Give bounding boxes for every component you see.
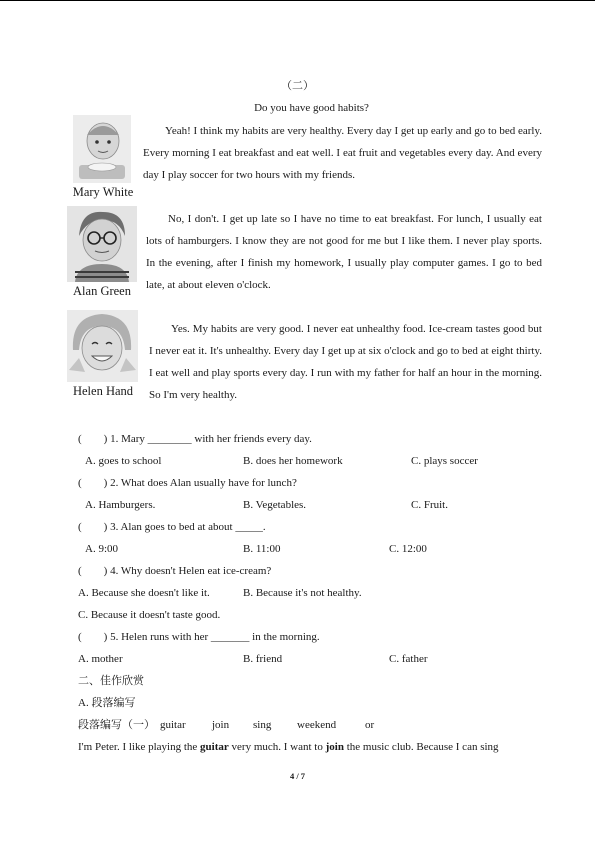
question-3-stem: ( ) 3. Alan goes to bed at about _____. — [78, 521, 266, 533]
mary-white-paragraph — [143, 120, 542, 186]
essay-text-2: very much. I want to — [228, 741, 326, 753]
helen-hand-photo — [67, 310, 138, 382]
alan-green-photo — [67, 206, 137, 282]
question-5-option-c: C. father — [389, 653, 428, 665]
mary-white-photo — [73, 115, 131, 183]
question-3-option-a: A. 9:00 — [85, 543, 118, 555]
helen-hand-text: Yes. My habits are very good. I never eat unhealthy food. Ice-cream tastes good but I never eat it. It's unhealthy. Every day I get up at six o'clock and go to bed at eight thirty. I eat well and play sports every day. I run with my father for half an hour in the morning. So I'm very healthy. — [149, 323, 542, 401]
question-4-stem: ( ) 4. Why doesn't Helen eat ice-cream? — [78, 565, 272, 577]
essay-first-line — [78, 741, 499, 754]
keyword-or: or — [365, 719, 375, 731]
question-3-option-b: B. 11:00 — [243, 543, 281, 555]
question-4-option-a: A. Because she doesn't like it. — [78, 587, 210, 599]
mary-white-text: Yeah! I think my habits are very healthy. Every day I get up early and go to bed early. Every morning I eat breakfast and eat well. I eat fruit and vegetables every day. And every day I play soccer for two hours with my friends. — [143, 125, 542, 181]
paragraph-one-label: 段落编写（一） — [78, 719, 155, 731]
question-2-option-a: A. Hamburgers. — [85, 499, 156, 511]
paragraph-writing-heading: A. 段落编写 — [78, 697, 136, 709]
essay-bold-guitar: guitar — [200, 741, 229, 753]
alan-green-paragraph — [146, 208, 542, 296]
question-4-option-b: B. Because it's not healthy. — [243, 587, 362, 599]
question-5-option-a: A. mother — [78, 653, 123, 665]
question-5-stem: ( ) 5. Helen runs with her _______ in the morning. — [78, 631, 320, 643]
essay-bold-join: join — [325, 741, 344, 753]
helen-hand-paragraph — [149, 318, 542, 406]
page-number: 4 / 7 — [289, 771, 306, 781]
keyword-weekend: weekend — [297, 719, 337, 731]
appreciation-heading: 二、佳作欣赏 — [78, 675, 144, 687]
passage-title: Do you have good habits? — [254, 102, 369, 114]
question-3-option-c: C. 12:00 — [389, 543, 427, 555]
question-2-stem: ( ) 2. What does Alan usually have for lunch? — [78, 477, 297, 489]
question-1-option-b: B. does her homework — [243, 455, 343, 467]
keyword-sing: sing — [253, 719, 272, 731]
alan-green-caption: Alan Green — [73, 284, 131, 298]
question-1-stem: ( ) 1. Mary ________ with her friends every day. — [78, 433, 312, 445]
section-heading: （二） — [281, 80, 314, 92]
essay-text-3: the music club. Because I can sing — [343, 741, 499, 753]
question-2-option-c: C. Fruit. — [411, 499, 448, 511]
keyword-join: join — [212, 719, 230, 731]
helen-hand-caption: Helen Hand — [72, 384, 134, 398]
mary-white-caption: Mary White — [72, 185, 134, 199]
question-5-option-b: B. friend — [243, 653, 283, 665]
question-1-option-c: C. plays soccer — [411, 455, 478, 467]
top-rule — [0, 0, 595, 1]
question-4-option-c: C. Because it doesn't taste good. — [78, 609, 221, 621]
alan-green-text: No, I don't. I get up late so I have no time to eat breakfast. For lunch, I usually eat lots of hamburgers. I know they are not good for me but I like them. I never play sports. In the evening, after I finish my homework, I usually play computer games. I go to bed late, at about eleven o'clock. — [146, 213, 542, 291]
keyword-guitar: guitar — [160, 719, 186, 731]
question-2-option-b: B. Vegetables. — [243, 499, 307, 511]
essay-text-1: I'm Peter. I like playing the — [78, 741, 201, 753]
question-1-option-a: A. goes to school — [85, 455, 162, 467]
